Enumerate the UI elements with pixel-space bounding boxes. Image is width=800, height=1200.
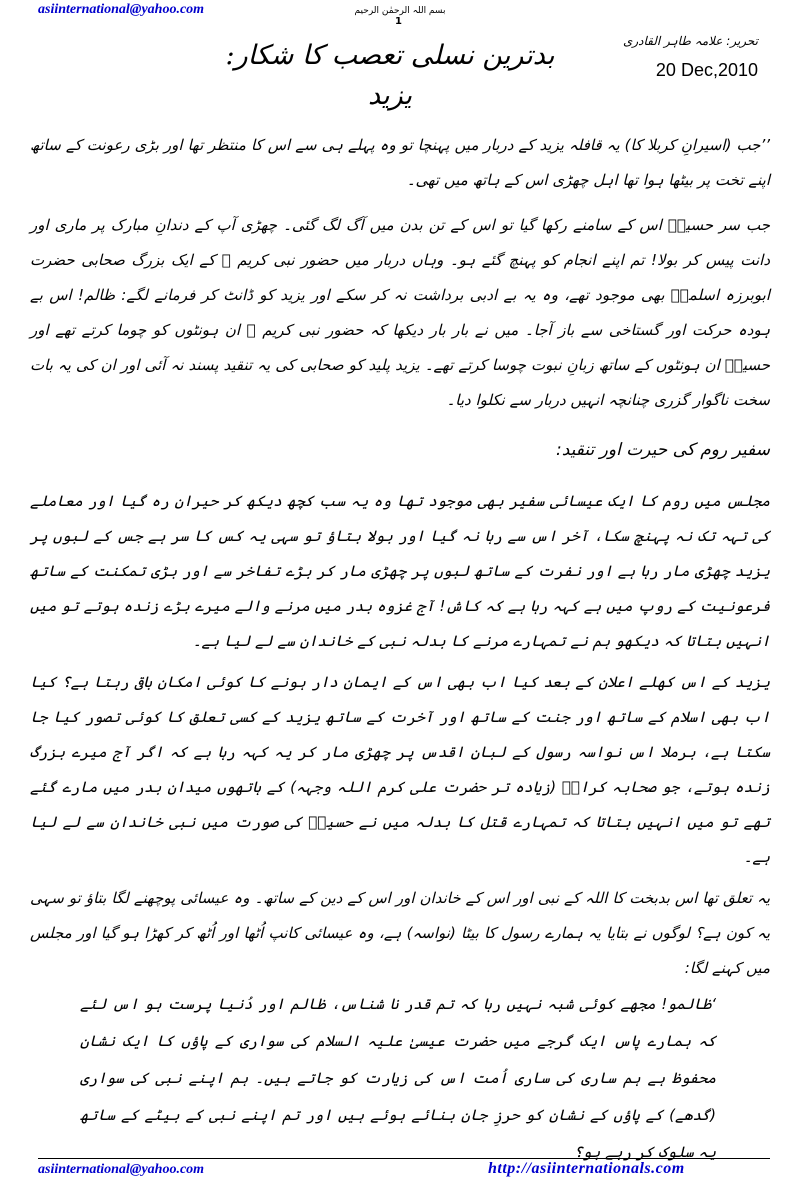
footer-website-link[interactable]: http://asiinternationals.com [488, 1160, 685, 1177]
article-body [30, 128, 770, 1171]
publish-date: 20 Dec,2010 [655, 60, 758, 80]
paragraph: مجلس میں روم کا ایک عیسائی سفیر بھی موجود تھا وہ یہ سب کچھ دیکھ کر حیران رہ گیا اور معاملے کی تہہ تک نہ پہنچ سکا، آخر اس سے رہا نہ گیا اور بولا بتاؤ تو سہی یہ کس کا سر ہے جس کے لبوں پر یزید چھڑی مار رہا ہے اور نفرت کے ساتھ لبوں پر چھڑی مار کر بڑے تفاخر سے اور بڑی تمکنت کے ساتھ فرعونیت کے روپ میں ہے کہہ رہا ہے کہ کاش! آج غزوہ بدر میں مرنے والے میرے بڑے زندہ ہوتے تو میں انہیں بتاتا کہ دیکھو ہم نے تمہارے مرنے کا بدلہ نبی کے خاندان سے لے لیا ہے۔ [30, 492, 770, 650]
header-email-link[interactable]: asiinternational@yahoo.com [38, 2, 205, 17]
paragraph: جب سر حسینؓ اس کے سامنے رکھا گیا تو اس کے تن بدن میں آگ لگ گئی۔ چھڑی آپ کے دندانِ مبارک پر ماری اور دانت پیس کر بولا! تم اپنے انجام کو پہنچ گئے ہو۔ وہاں دربار میں حضور نبی کریم ﷺ کے ایک بزرگ صحابی حضرت ابوبرزہ اسلمیؓ بھی موجود تھے، وہ یہ بے ادبی برداشت نہ کر سکے اور یزید کو ڈانٹ کر فرمانے لگے: ظالم! اس بے ہودہ حرکت اور گستاخی سے باز آجا۔ میں نے بار بار دیکھا کہ حضور نبی کریم ﷺ ان ہونٹوں کو چوما کرتے تھے اور حسینؓ ان ہونٹوں کے ساتھ زبانِ نبوت چوسا کرتے تھے۔ یزید پلید کو صحابی کی یہ تنقید پسند نہ آئی اور ان کی یہ بات سخت ناگوار گزری چنانچہ انہیں دربار سے نکلوا دیا۔ [30, 216, 770, 409]
quote-block: ‘ظالمو! مجھے کوئی شبہ نہیں رہا کہ تم قدر نا شناس، ظالم اور دُنیا پرست ہو اس لئے کہ ہمارے پاس ایک گرجے میں حضرت عیسیٰ علیہ السلام کی سواری کے پاؤں کا ایک نشان محفوظ ہے ہم ساری کی ساری اُمت اس کی زیارت کو جاتے ہیں۔ ہم اپنے نبی کی سواری (گدھے) کے پاؤں کے نشان کو حرزِ جان بنائے ہوئے ہیں اور تم اپنے نبی کے بیٹے کے ساتھ یہ سلوک کر رہے ہو؟ [80, 995, 716, 1161]
article-title: بدترین نسلی تعصب کا شکار: یزید [225, 40, 555, 111]
footer-divider [38, 1158, 770, 1159]
author-byline: تحریر: علامہ طاہر القادری [622, 34, 758, 48]
paragraph: یہ تعلق تھا اس بدبخت کا اللہ کے نبی اور اس کے خاندان اور اس کے دین کے ساتھ۔ وہ عیسائی پوچھنے لگا بتاؤ تو سہی یہ کون ہے؟ لوگوں نے بتایا یہ ہمارے رسول کا بیٹا (نواسہ) ہے، وہ عیسائی کانپ اُٹھا اور اُٹھ کر کھڑا ہو گیا اور مجلس میں کہنے لگا: [30, 889, 770, 977]
section-heading: سفیر روم کی حیرت اور تنقید: [556, 440, 770, 460]
footer-email-link[interactable]: asiinternational@yahoo.com [38, 1162, 205, 1177]
bismillah: بسم اللہ الرحمٰن الرحیم [354, 6, 446, 16]
paragraph: یزید کے اس کھلے اعلان کے بعد کیا اب بھی اس کے ایمان دار ہونے کا کوئی امکان باقی رہتا ہے؟ کیا اب بھی اسلام کے ساتھ اور جنت کے ساتھ اور آخرت کے ساتھ یزید کے کسی تعلق کا کوئی تصور کیا جا سکتا ہے، برملا اس نواسہ رسول کے لبانِ اقدس پر چھڑی مار کر یہ کہہ رہا ہے کہ اگر آج میرے بزرگ زندہ ہوتے، جو صحابہ کرامؓ (زیادہ تر حضرت علی کرم اللہ وجہہ) کے ہاتھوں میدان بدر میں مارے گئے تھے تو میں انہیں بتاتا کہ تمہارے قتل کا بدلہ میں نے حسینؓ کی صورت میں نبی خاندان سے لے لیا ہے۔ [30, 673, 770, 866]
page-number: 1 [395, 16, 402, 27]
paragraph: ’’جب (اسیرانِ کربلا کا) یہ قافلہ یزید کے دربار میں پہنچا تو وہ پہلے ہی سے اس کا منتظر تھا اور بڑی رعونت کے ساتھ اپنے تخت پر بیٹھا ہوا تھا اہل چھڑی اس کے ہاتھ میں تھی۔ [30, 136, 770, 189]
